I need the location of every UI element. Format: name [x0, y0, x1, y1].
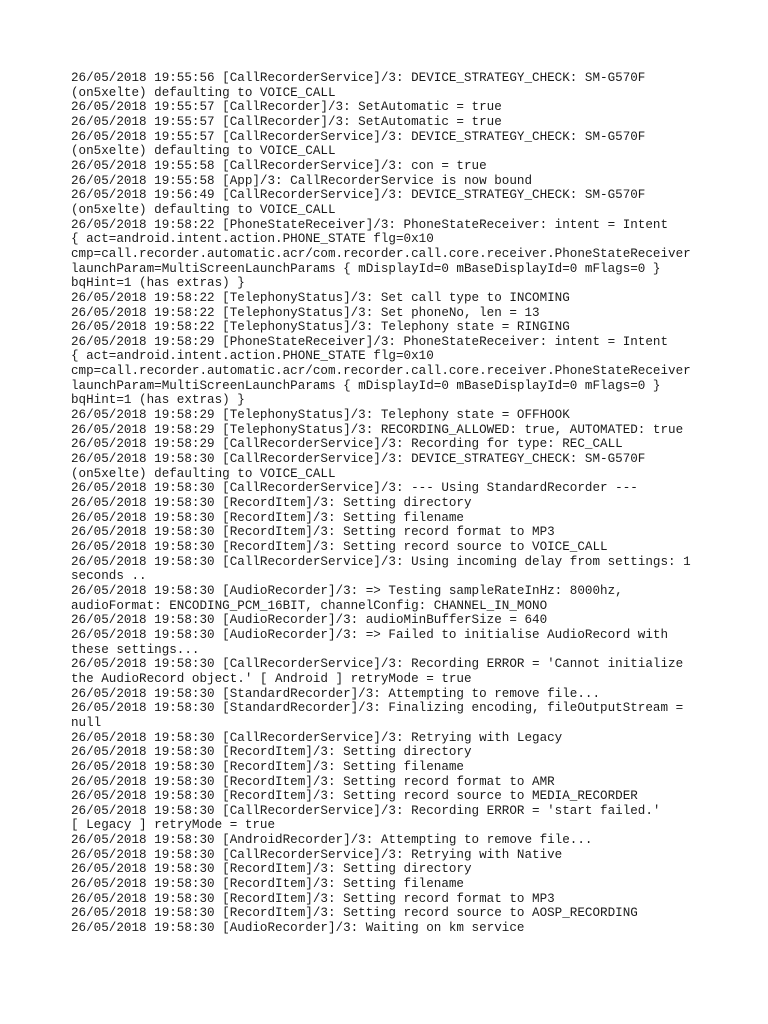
log-line: cmp=call.recorder.automatic.acr/com.recorder.call.core.receiver.PhoneStateReceiver	[71, 246, 691, 261]
log-line: 26/05/2018 19:58:30 [RecordItem]/3: Setting directory	[71, 862, 472, 877]
log-line: 26/05/2018 19:58:30 [AudioRecorder]/3: audioMinBufferSize = 640	[71, 613, 548, 628]
log-line: 26/05/2018 19:58:30 [AudioRecorder]/3: => Testing sampleRateInHz: 8000hz,	[71, 583, 623, 598]
log-line: 26/05/2018 19:58:30 [RecordItem]/3: Setting record source to AOSP_RECORDING	[71, 906, 638, 921]
log-line: 26/05/2018 19:58:30 [CallRecorderService]/3: Recording ERROR = 'Cannot initialize	[71, 657, 684, 672]
log-line: 26/05/2018 19:58:29 [TelephonyStatus]/3: Telephony state = OFFHOOK	[71, 408, 570, 423]
log-line: 26/05/2018 19:55:57 [CallRecorder]/3: SetAutomatic = true	[71, 100, 502, 115]
log-line: 26/05/2018 19:58:30 [CallRecorderService]/3: Using incoming delay from settings: 1	[71, 554, 691, 569]
log-line: 26/05/2018 19:58:30 [CallRecorderService]/3: Retrying with Native	[71, 847, 563, 862]
log-line: 26/05/2018 19:58:30 [AudioRecorder]/3: => Failed to initialise AudioRecord with	[71, 627, 669, 642]
log-line: 26/05/2018 19:58:29 [PhoneStateReceiver]/3: PhoneStateReceiver: intent = Intent	[71, 334, 669, 349]
log-line: 26/05/2018 19:56:49 [CallRecorderService]/3: DEVICE_STRATEGY_CHECK: SM-G570F	[71, 188, 646, 203]
log-line: 26/05/2018 19:58:22 [PhoneStateReceiver]/3: PhoneStateReceiver: intent = Intent	[71, 217, 669, 232]
log-line: cmp=call.recorder.automatic.acr/com.recorder.call.core.receiver.PhoneStateReceiver	[71, 364, 691, 379]
log-line: 26/05/2018 19:58:30 [StandardRecorder]/3: Finalizing encoding, fileOutputStream =	[71, 701, 684, 716]
log-line: 26/05/2018 19:58:30 [CallRecorderService]/3: Retrying with Legacy	[71, 730, 563, 745]
log-line: 26/05/2018 19:58:30 [RecordItem]/3: Setting record format to AMR	[71, 774, 555, 789]
log-line: 26/05/2018 19:58:30 [RecordItem]/3: Setting filename	[71, 877, 464, 892]
log-line: 26/05/2018 19:58:29 [CallRecorderService]/3: Recording for type: REC_CALL	[71, 437, 623, 452]
log-line: 26/05/2018 19:58:30 [RecordItem]/3: Setting directory	[71, 745, 472, 760]
log-line: 26/05/2018 19:58:30 [RecordItem]/3: Setting filename	[71, 759, 464, 774]
log-line: 26/05/2018 19:58:30 [CallRecorderService]/3: Recording ERROR = 'start failed.'	[71, 803, 661, 818]
log-line: 26/05/2018 19:55:56 [CallRecorderService]/3: DEVICE_STRATEGY_CHECK: SM-G570F	[71, 71, 646, 85]
log-line: 26/05/2018 19:58:29 [TelephonyStatus]/3: RECORDING_ALLOWED: true, AUTOMATED: true	[71, 422, 684, 437]
log-line: 26/05/2018 19:58:22 [TelephonyStatus]/3: Telephony state = RINGING	[71, 320, 570, 335]
log-line: 26/05/2018 19:55:58 [CallRecorderService]/3: con = true	[71, 158, 487, 173]
log-text-block	[71, 71, 701, 936]
log-line: the AudioRecord object.' [ Android ] retryMode = true	[71, 671, 472, 686]
log-line: seconds ..	[71, 569, 147, 584]
log-line: (on5xelte) defaulting to VOICE_CALL	[71, 85, 336, 100]
log-line: (on5xelte) defaulting to VOICE_CALL	[71, 144, 336, 159]
log-line: { act=android.intent.action.PHONE_STATE flg=0x10	[71, 349, 434, 364]
log-line: 26/05/2018 19:58:30 [RecordItem]/3: Setting filename	[71, 510, 464, 525]
log-line: audioFormat: ENCODING_PCM_16BIT, channelConfig: CHANNEL_IN_MONO	[71, 598, 548, 613]
log-line: 26/05/2018 19:58:30 [RecordItem]/3: Setting record source to MEDIA_RECORDER	[71, 789, 638, 804]
log-line: 26/05/2018 19:58:30 [StandardRecorder]/3: Attempting to remove file...	[71, 686, 601, 701]
log-line: bqHint=1 (has extras) }	[71, 393, 245, 408]
log-line: 26/05/2018 19:58:30 [AndroidRecorder]/3: Attempting to remove file...	[71, 833, 593, 848]
log-line: bqHint=1 (has extras) }	[71, 276, 245, 291]
log-line: 26/05/2018 19:58:22 [TelephonyStatus]/3: Set call type to INCOMING	[71, 290, 570, 305]
log-line: 26/05/2018 19:55:58 [App]/3: CallRecorderService is now bound	[71, 173, 533, 188]
log-line: 26/05/2018 19:58:30 [AudioRecorder]/3: Waiting on km service	[71, 921, 525, 936]
log-line: 26/05/2018 19:58:30 [RecordItem]/3: Setting record format to MP3	[71, 891, 555, 906]
log-line: 26/05/2018 19:55:57 [CallRecorderService]/3: DEVICE_STRATEGY_CHECK: SM-G570F	[71, 129, 646, 144]
log-line: (on5xelte) defaulting to VOICE_CALL	[71, 466, 336, 481]
log-line: 26/05/2018 19:58:30 [CallRecorderService]/3: DEVICE_STRATEGY_CHECK: SM-G570F	[71, 452, 646, 467]
log-line: 26/05/2018 19:58:30 [CallRecorderService]/3: --- Using StandardRecorder ---	[71, 481, 638, 496]
log-line: 26/05/2018 19:55:57 [CallRecorder]/3: SetAutomatic = true	[71, 114, 502, 129]
log-line: 26/05/2018 19:58:22 [TelephonyStatus]/3: Set phoneNo, len = 13	[71, 305, 540, 320]
log-line: launchParam=MultiScreenLaunchParams { mDisplayId=0 mBaseDisplayId=0 mFlags=0 }	[71, 261, 661, 276]
log-line: (on5xelte) defaulting to VOICE_CALL	[71, 202, 336, 217]
log-line: [ Legacy ] retryMode = true	[71, 818, 276, 833]
log-line: { act=android.intent.action.PHONE_STATE flg=0x10	[71, 232, 434, 247]
log-line: 26/05/2018 19:58:30 [RecordItem]/3: Setting record format to MP3	[71, 525, 555, 540]
log-line: 26/05/2018 19:58:30 [RecordItem]/3: Setting record source to VOICE_CALL	[71, 540, 608, 554]
log-line: 26/05/2018 19:58:30 [RecordItem]/3: Setting directory	[71, 496, 472, 511]
log-line: these settings...	[71, 642, 200, 657]
log-line: launchParam=MultiScreenLaunchParams { mDisplayId=0 mBaseDisplayId=0 mFlags=0 }	[71, 378, 661, 393]
log-line: null	[71, 715, 102, 730]
